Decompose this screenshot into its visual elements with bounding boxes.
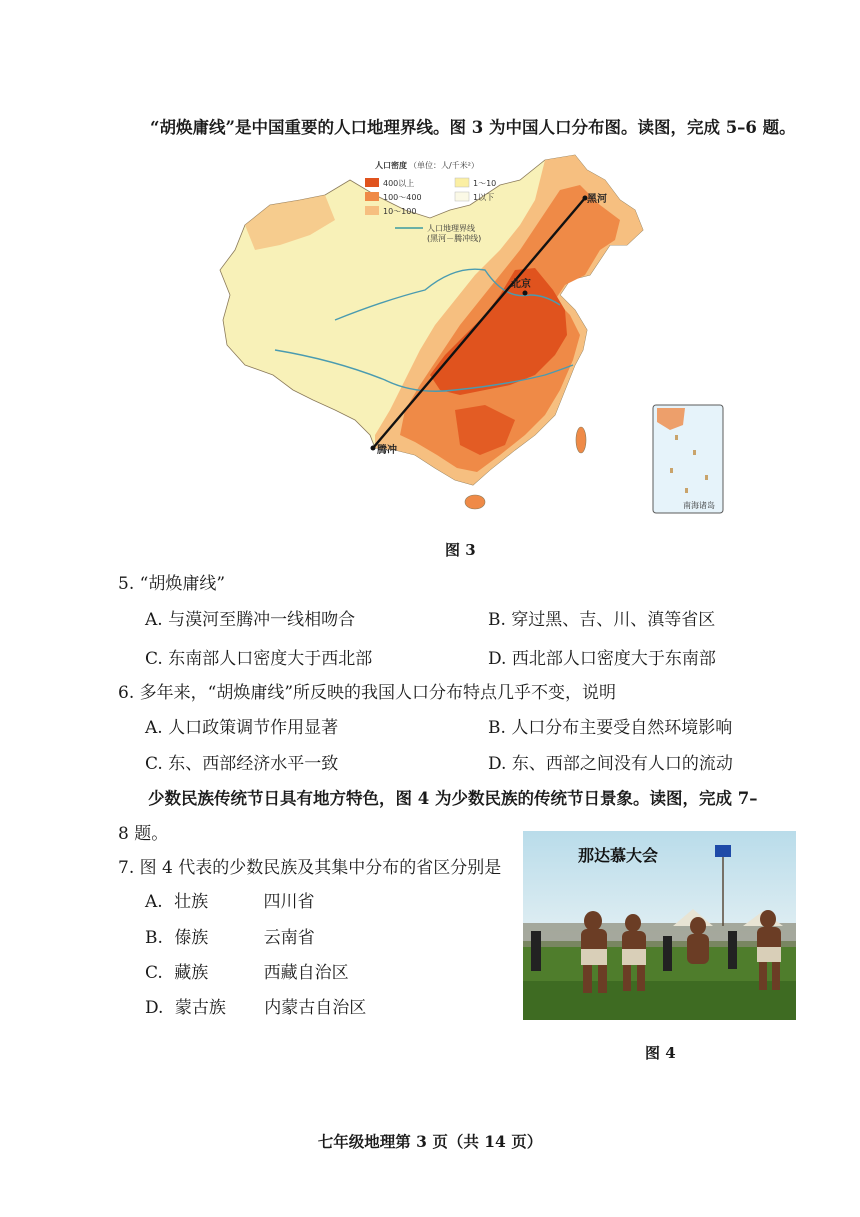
option-text: 人口分布主要受自然环境影响 bbox=[511, 718, 733, 738]
option-text: 与漠河至腾冲一线相吻合 bbox=[168, 610, 356, 630]
option-region: 内蒙古自治区 bbox=[264, 998, 367, 1018]
option-ethnic: 藏族 bbox=[174, 963, 209, 983]
option-letter: D. bbox=[145, 998, 164, 1018]
legend-unit: （单位：人/千米²） bbox=[409, 161, 479, 170]
legend-line-sublabel: (黑河－腾冲线) bbox=[427, 234, 482, 243]
option-text: 东、西部之间没有人口的流动 bbox=[511, 754, 733, 774]
option-letter: B. bbox=[488, 718, 506, 738]
option-ethnic: 蒙古族 bbox=[174, 998, 226, 1018]
option-text: 穿过黑、吉、川、滇等省区 bbox=[511, 610, 716, 630]
tengchong-point bbox=[371, 446, 376, 451]
option-text: 人口政策调节作用显著 bbox=[168, 718, 339, 738]
option-letter: C. bbox=[145, 754, 163, 774]
inset-label: 南海诸岛 bbox=[683, 501, 715, 510]
q6-option-b bbox=[488, 717, 732, 739]
question-7-stem: 7. 图 4 代表的少数民族及其集中分布的省区分别是 bbox=[118, 858, 502, 878]
legend-swatch-400-plus bbox=[365, 178, 379, 187]
option-text: 东南部人口密度大于西北部 bbox=[168, 649, 373, 669]
option-letter: D. bbox=[488, 649, 507, 669]
south-china-sea-inset bbox=[653, 405, 723, 513]
intro-text: “胡焕庸线”是中国重要的人口地理界线。图 3 为中国人口分布图。读图，完成 5–6 题。 bbox=[150, 118, 796, 137]
q6-option-d bbox=[488, 753, 733, 775]
option-text: 东、西部经济水平一致 bbox=[168, 754, 339, 774]
q6-option-a bbox=[145, 717, 338, 739]
photo-title: 那达慕大会 bbox=[578, 846, 659, 865]
q5-option-b bbox=[488, 609, 715, 631]
option-letter: D. bbox=[488, 754, 507, 774]
legend-swatch-10-100 bbox=[365, 206, 379, 215]
beijing-point bbox=[523, 291, 528, 296]
option-letter: C. bbox=[145, 649, 163, 669]
legend-label-below-1: 1以下 bbox=[473, 193, 495, 202]
q7-option-c bbox=[145, 962, 349, 984]
legend-label-400-plus: 400以上 bbox=[383, 179, 415, 188]
legend-title: 人口密度 bbox=[375, 161, 407, 170]
legend-swatch-100-400 bbox=[365, 192, 379, 201]
question-5-stem: 5. “胡焕庸线” bbox=[118, 574, 226, 594]
q5-option-a bbox=[145, 609, 355, 631]
option-region: 四川省 bbox=[263, 892, 315, 912]
heihe-label: 黑河 bbox=[587, 194, 607, 205]
q7-option-d bbox=[145, 997, 366, 1019]
option-letter: A. bbox=[145, 610, 163, 630]
q5-option-c bbox=[145, 648, 372, 670]
legend-swatch-1-10 bbox=[455, 178, 469, 187]
option-letter: C. bbox=[145, 963, 163, 983]
legend-swatch-below-1 bbox=[455, 192, 469, 201]
figure-4-caption: 图 4 bbox=[645, 1044, 676, 1062]
q7-option-b bbox=[145, 927, 315, 949]
legend-label-10-100: 10～100 bbox=[383, 207, 417, 216]
tengchong-label: 腾冲 bbox=[377, 445, 397, 456]
option-letter: B. bbox=[145, 928, 163, 948]
option-text: 西北部人口密度大于东南部 bbox=[511, 649, 716, 669]
q7-option-a bbox=[145, 891, 315, 913]
naadam-festival-photo bbox=[523, 831, 796, 1020]
option-ethnic: 傣族 bbox=[174, 928, 209, 948]
population-density-map bbox=[215, 150, 735, 522]
q5-option-d bbox=[488, 648, 716, 670]
option-letter: A. bbox=[145, 892, 163, 912]
option-ethnic: 壮族 bbox=[174, 892, 209, 912]
page-footer: 七年级地理第 3 页（共 14 页） bbox=[317, 1132, 543, 1151]
option-letter: B. bbox=[488, 610, 506, 630]
beijing-label: 北京 bbox=[511, 279, 531, 290]
figure-3-caption: 图 3 bbox=[445, 541, 476, 559]
option-letter: A. bbox=[145, 718, 163, 738]
intro-2-line-1: 少数民族传统节日具有地方特色，图 4 为少数民族的传统节日景象。读图，完成 7– bbox=[148, 789, 758, 808]
option-region: 云南省 bbox=[263, 928, 315, 948]
hainan-island bbox=[465, 495, 485, 509]
intro-2-line-2: 8 题。 bbox=[118, 824, 169, 844]
legend-label-1-10: 1～10 bbox=[473, 179, 497, 188]
taiwan-island bbox=[576, 427, 586, 453]
legend-label-100-400: 100～400 bbox=[383, 193, 422, 202]
q6-option-c bbox=[145, 753, 338, 775]
option-region: 西藏自治区 bbox=[263, 963, 349, 983]
legend-line-label: 人口地理界线 bbox=[427, 224, 475, 233]
question-6-stem: 6. 多年来，“胡焕庸线”所反映的我国人口分布特点几乎不变，说明 bbox=[118, 683, 617, 703]
